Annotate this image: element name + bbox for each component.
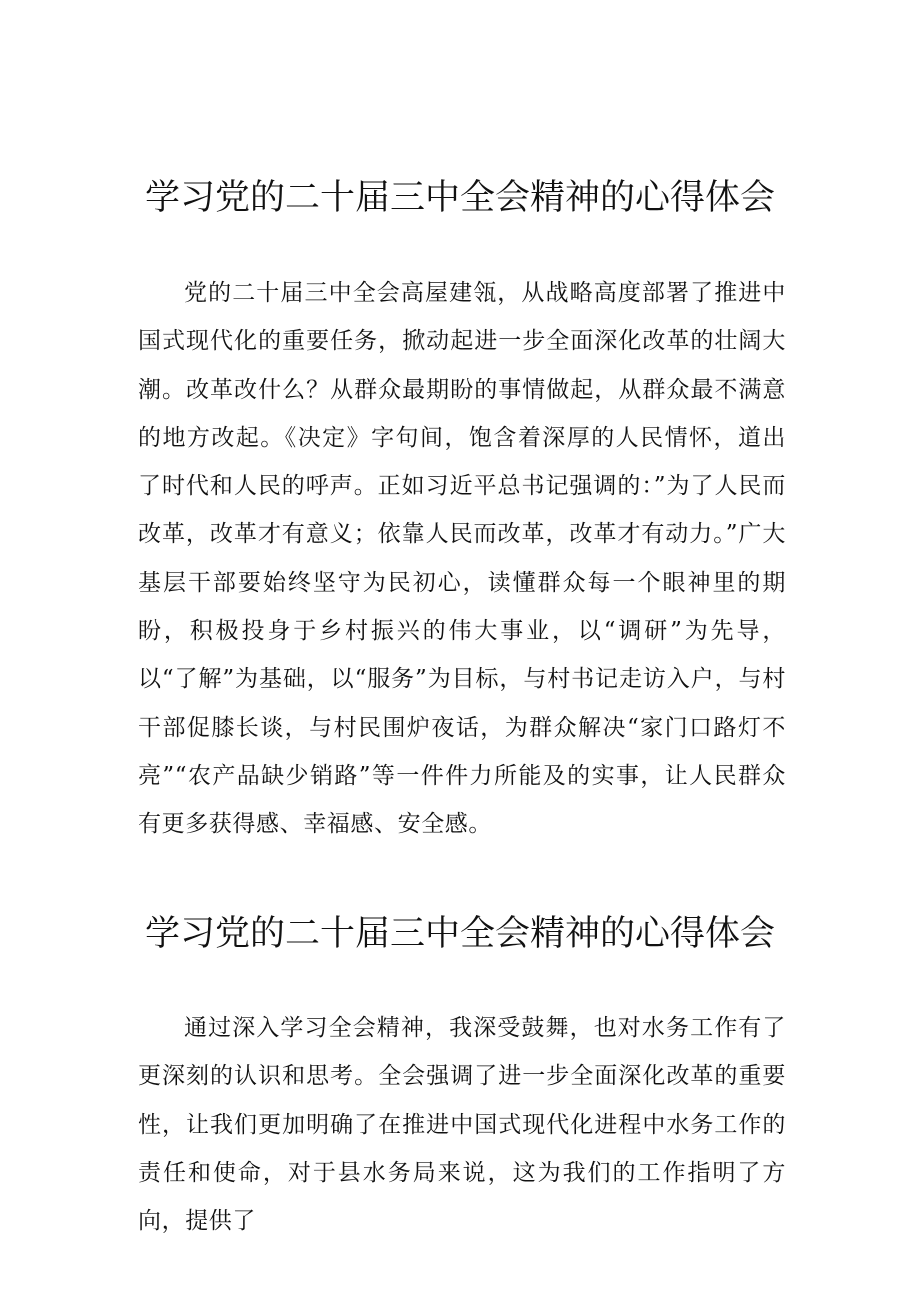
essay-title-1: 学习党的二十届三中全会精神的心得体会 xyxy=(144,178,775,218)
essay-paragraph-2: 通过深入学习全会精神，我深受鼓舞，也对水务工作有了更深刻的认识和思考。全会强调了进一步全面深化改革的重要性，让我们更加明确了在推进中国式现代化进程中水务工作的责任和使命，对于县水务局来说，这为我们的工作指明了方向，提供了 xyxy=(138,1015,786,1235)
essay-paragraph-1: 党的二十届三中全会高屋建瓴，从战略高度部署了推进中国式现代化的重要任务，掀动起进一步全面深化改革的壮阔大潮。改革改什么？从群众最期盼的事情做起，从群众最不满意的地方改起。《决定》字句间，饱含着深厚的人民情怀，道出了时代和人民的呼声。正如习近平总书记强调的：”为了人民而改革，改革才有意义；依靠人民而改革，改革才有动力。”广大基层干部要始终坚守为民初心，读懂群众每一个眼神里的期盼，积极投身于乡村振兴的伟大事业，以“调研”为先导，以“了解”为基础，以“服务”为目标，与村书记走访入户，与村干部促膝长谈，与村民围炉夜话，为群众解决“家门口路灯不亮”“农产品缺少销路”等一件件力所能及的实事，让人民群众有更多获得感、幸福感、安全感。 xyxy=(138,280,786,838)
essay-title-2: 学习党的二十届三中全会精神的心得体会 xyxy=(144,914,775,954)
